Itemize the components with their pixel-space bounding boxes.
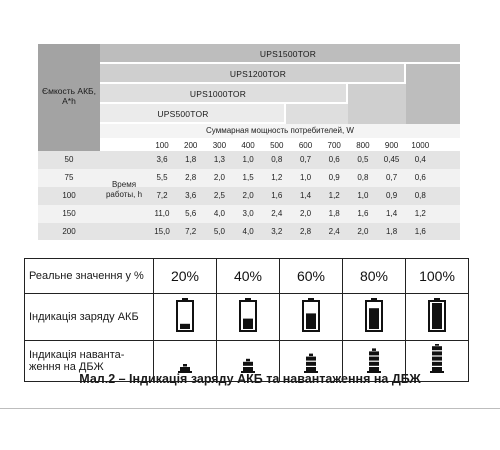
runtime-value: 5,5 — [156, 173, 168, 182]
percent-cell: 40% — [217, 259, 280, 294]
capacity-value: 100 — [62, 191, 76, 200]
load-stack-icon — [177, 344, 193, 374]
power-value: 200 — [184, 141, 198, 150]
runtime-value: 5,6 — [185, 209, 197, 218]
runtime-value: 1,5 — [242, 173, 254, 182]
runtime-value: 15,0 — [154, 227, 170, 236]
runtime-value: 0,5 — [357, 155, 369, 164]
runtime-value: 0,7 — [299, 155, 312, 164]
runtime-value: 1,8 — [386, 227, 398, 236]
load-stack-icon — [429, 344, 445, 374]
runtime-value: 5,0 — [213, 227, 225, 236]
figure-caption: Мал.2 – Індикація заряду АКБ та навантаження на ДБЖ — [79, 372, 421, 386]
runtime-value: 3,6 — [185, 191, 197, 200]
charge-indication-label: Індикація заряду АКБ — [25, 294, 154, 341]
real-value-row — [25, 259, 469, 294]
power-value: 100 — [155, 141, 169, 150]
runtime-value: 1,4 — [299, 191, 312, 200]
power-value: 300 — [212, 141, 227, 150]
power-value: 900 — [384, 141, 399, 150]
runtime-value: 0,9 — [328, 173, 340, 182]
bracket-1200-h — [100, 82, 406, 84]
runtime-value: 1,2 — [271, 173, 283, 182]
runtime-value: 2,4 — [271, 209, 283, 218]
power-value: 1000 — [411, 141, 430, 150]
runtime-value: 7,2 — [185, 227, 197, 236]
battery-cell — [280, 294, 343, 341]
runtime-value: 1,6 — [357, 209, 369, 218]
battery-icon — [302, 298, 320, 332]
indicator-table — [24, 258, 469, 382]
runtime-value: 1,0 — [242, 155, 254, 164]
battery-cell — [343, 294, 406, 341]
capacity-header-cell — [38, 44, 100, 151]
bracket-1000-v — [346, 84, 348, 104]
runtime-table — [38, 44, 460, 240]
battery-cell — [406, 294, 469, 341]
ups-model-label: UPS1200TOR — [229, 69, 287, 79]
load-stack-icon — [303, 344, 319, 374]
runtime-value: 3,2 — [271, 227, 283, 236]
percent-cell: 20% — [154, 259, 217, 294]
bracket-1000-h — [100, 102, 348, 104]
battery-cell — [217, 294, 280, 341]
runtime-value: 0,8 — [357, 173, 369, 182]
capacity-value: 200 — [62, 227, 76, 236]
runtime-value: 11,0 — [154, 209, 170, 218]
real-value-label: Реальне значення у % — [25, 259, 154, 294]
runtime-label: Время работы, h — [105, 180, 143, 199]
ups-model-label: UPS1500TOR — [259, 49, 317, 59]
runtime-value: 1,6 — [271, 191, 283, 200]
runtime-value: 1,6 — [414, 227, 426, 236]
runtime-value: 1,0 — [299, 173, 312, 182]
power-value: 700 — [327, 141, 341, 150]
percent-cell: 100% — [406, 259, 469, 294]
runtime-value: 2,4 — [328, 227, 340, 236]
power-value: 500 — [270, 141, 284, 150]
runtime-value: 1,2 — [414, 209, 426, 218]
capacity-value: 50 — [64, 155, 74, 164]
bracket-1200-v — [404, 64, 406, 84]
runtime-value: 0,45 — [383, 155, 400, 164]
ups-model-label: UPS500TOR — [157, 109, 209, 119]
power-header: Суммарная мощность потребителей, W — [206, 126, 354, 135]
runtime-value: 0,8 — [271, 155, 283, 164]
runtime-value: 2,5 — [213, 191, 225, 200]
battery-icon — [176, 298, 194, 332]
capacity-value: 150 — [62, 209, 76, 218]
runtime-value: 0,8 — [414, 191, 426, 200]
charge-indication-row — [25, 294, 469, 341]
runtime-value: 1,8 — [328, 209, 340, 218]
percent-cell: 80% — [343, 259, 406, 294]
runtime-value: 1,4 — [386, 209, 398, 218]
runtime-value: 2,8 — [185, 173, 197, 182]
runtime-value: 2,0 — [357, 227, 369, 236]
runtime-value: 1,0 — [357, 191, 369, 200]
runtime-value: 1,8 — [185, 155, 197, 164]
runtime-value: 3,6 — [156, 155, 168, 164]
runtime-value: 4,0 — [213, 209, 225, 218]
percent-cell: 60% — [280, 259, 343, 294]
power-value: 800 — [356, 141, 370, 150]
battery-icon — [239, 298, 257, 332]
ups-model-label: UPS1000TOR — [189, 89, 247, 99]
bracket-1500-h — [100, 62, 460, 64]
load-stack-icon — [240, 344, 256, 374]
capacity-header: Ємкость АКБ, А*h — [42, 86, 96, 106]
runtime-value: 0,4 — [414, 155, 426, 164]
runtime-value: 0,9 — [386, 191, 398, 200]
runtime-value: 0,6 — [414, 173, 426, 182]
runtime-value: 2,0 — [242, 191, 254, 200]
runtime-value: 0,7 — [386, 173, 398, 182]
runtime-value: 7,2 — [156, 191, 168, 200]
load-stack-icon — [366, 344, 382, 374]
runtime-value: 1,3 — [213, 155, 225, 164]
runtime-value: 1,2 — [328, 191, 340, 200]
power-value: 400 — [241, 141, 255, 150]
bracket-500-v — [284, 104, 286, 124]
battery-cell — [154, 294, 217, 341]
runtime-value: 3,0 — [242, 209, 254, 218]
runtime-value: 2,0 — [299, 209, 312, 218]
bottom-rule — [0, 408, 500, 409]
runtime-value: 2,0 — [213, 173, 225, 182]
capacity-value: 75 — [64, 173, 74, 182]
battery-icon — [428, 298, 446, 332]
runtime-value: 0,6 — [328, 155, 340, 164]
power-value: 600 — [298, 141, 313, 150]
load-indication-label: Індикація наванта-ження на ДБЖ — [25, 341, 154, 382]
battery-icon — [365, 298, 383, 332]
runtime-value: 4,0 — [242, 227, 254, 236]
runtime-value: 2,8 — [299, 227, 312, 236]
